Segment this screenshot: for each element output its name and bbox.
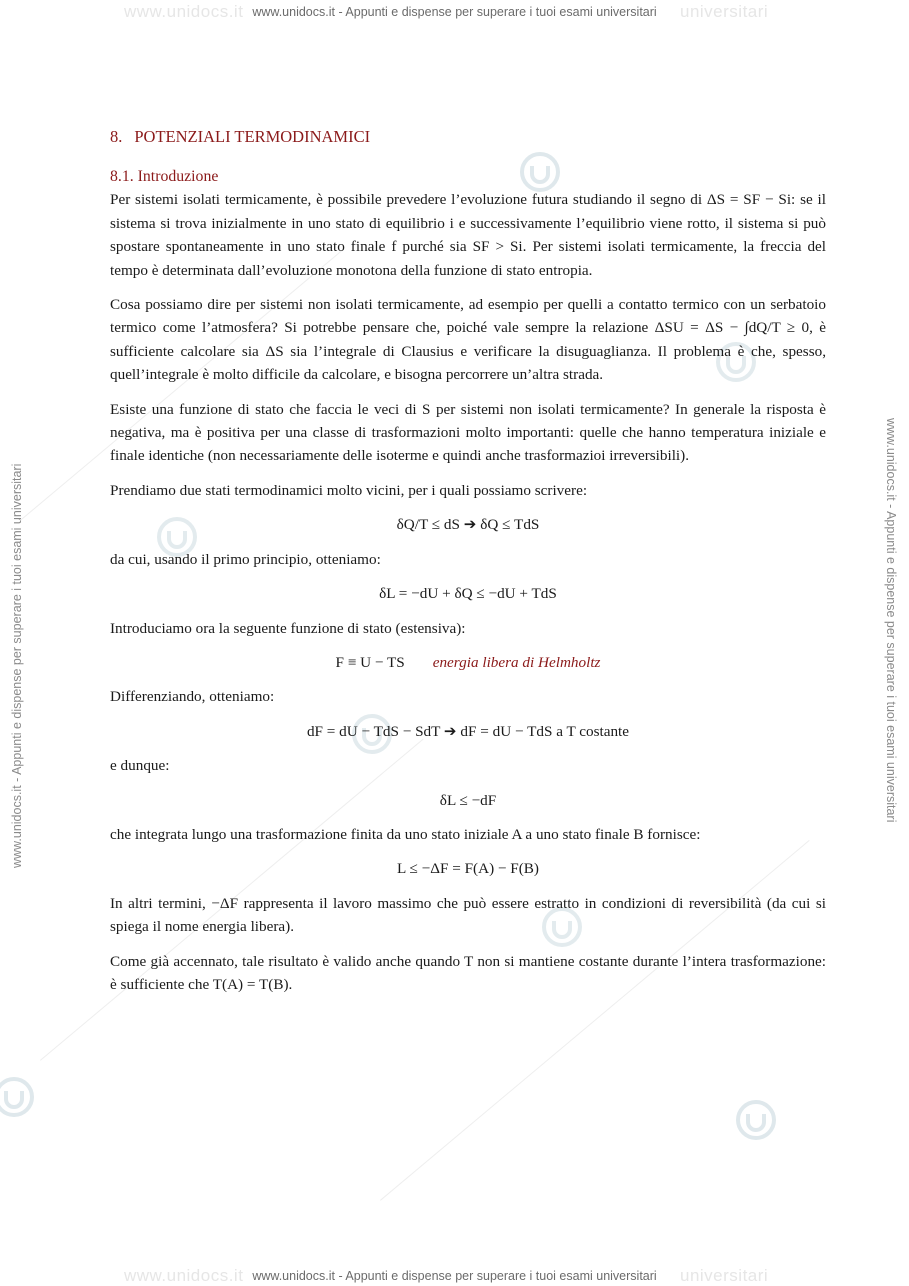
equation-label: energia libera di Helmholtz	[432, 653, 601, 671]
ghost-watermark-top-right: universitari	[680, 2, 769, 21]
watermark-right: www.unidocs.it - Appunti e dispense per superare i tuoi esami universitari	[884, 418, 898, 823]
ghost-watermark-bottom-right: universitari	[680, 1266, 769, 1285]
paragraph: che integrata lungo una trasformazione finita da uno stato iniziale A a uno stato finale B fornisce:	[110, 825, 701, 843]
paragraph: e dunque:	[110, 757, 170, 775]
equation: δQ/T ≤ dS ➔ δQ ≤ TdS	[396, 516, 540, 534]
equation-row	[110, 651, 826, 674]
paragraph: In altri termini, −ΔF rappresenta il lavoro massimo che può essere estratto in condizioni di reversibilità (da cui si spiega il nome energia libera).	[110, 894, 826, 936]
equation: dF = dU − TdS − SdT ➔ dF = dU − TdS a T costante	[306, 722, 630, 740]
paragraph: Prendiamo due stati termodinamici molto vicini, per i quali possiamo scrivere:	[110, 481, 588, 499]
paragraph: Per sistemi isolati termicamente, è possibile prevedere l’evoluzione futura studiando il segno di ΔS = SF − Si: se il sistema si trova inizialmente in uno stato di equilibrio i e successivamente l’equilibrio viene rotto, il sistema si può spostare spontaneamente in uno stato finale f purché sia SF > Si. Per sistemi isolati termicamente, la freccia del tempo è determinata dall’evoluzione monotona della funzione di stato entropia.	[110, 191, 826, 279]
document-body	[110, 125, 826, 1007]
paragraph: Come già accennato, tale risultato è valido anche quando T non si mantiene costante durante l’intera trasformazione: è sufficiente che T(A) = T(B).	[110, 952, 826, 993]
watermark-left: www.unidocs.it - Appunti e dispense per superare i tuoi esami universitari	[10, 463, 24, 868]
section-heading: 8.1. Introduzione	[110, 168, 219, 186]
unidocs-logo-icon	[0, 1075, 36, 1119]
equation: L ≤ −ΔF = F(A) − F(B)	[397, 860, 539, 878]
paragraph: Cosa possiamo dire per sistemi non isolati termicamente, ad esempio per quelli a contatto termico con un serbatoio termico come l’atmosfera? Si potrebbe pensare che, poiché vale sempre la relazione ΔSU = ΔS − ∫dQ/T ≥ 0, è sufficiente calcolare sia ΔS sia l’integrale di Clausius e verificare la disuguaglianza. Il problema è che, spesso, quell’integrale è molto difficile da calcolare, e bisogna percorrere un’altra strada.	[110, 296, 826, 384]
paragraph: da cui, usando il primo principio, otteniamo:	[110, 550, 381, 568]
ghost-watermark-top: www.unidocs.it	[124, 2, 244, 21]
chapter-title: POTENZIALI TERMODINAMICI	[134, 127, 371, 146]
paragraph: Esiste una funzione di stato che faccia le veci di S per sistemi non isolati termicamente? In generale la risposta è negativa, ma è positiva per una classe di trasformazioni molto importanti: quelle che hanno temperatura iniziale e finale identiche (non necessariamente delle isoterme e quindi anche trasformazioi irreversibili).	[110, 400, 826, 465]
watermark-top: www.unidocs.it - Appunti e dispense per superare i tuoi esami universitari	[252, 5, 657, 19]
equation: δL = −dU + δQ ≤ −dU + TdS	[379, 585, 557, 603]
unidocs-logo-icon	[734, 1098, 778, 1142]
equation: F ≡ U − TS	[335, 653, 405, 671]
paragraph: Introduciamo ora la seguente funzione di stato (estensiva):	[110, 619, 466, 637]
chapter-number: 8.	[110, 127, 123, 146]
paragraph: Differenziando, otteniamo:	[110, 688, 275, 706]
ghost-watermark-bottom: www.unidocs.it	[124, 1266, 244, 1285]
chapter-heading	[110, 125, 826, 148]
equation: δL ≤ −dF	[439, 791, 497, 809]
watermark-bottom: www.unidocs.it - Appunti e dispense per superare i tuoi esami universitari	[252, 1269, 657, 1283]
